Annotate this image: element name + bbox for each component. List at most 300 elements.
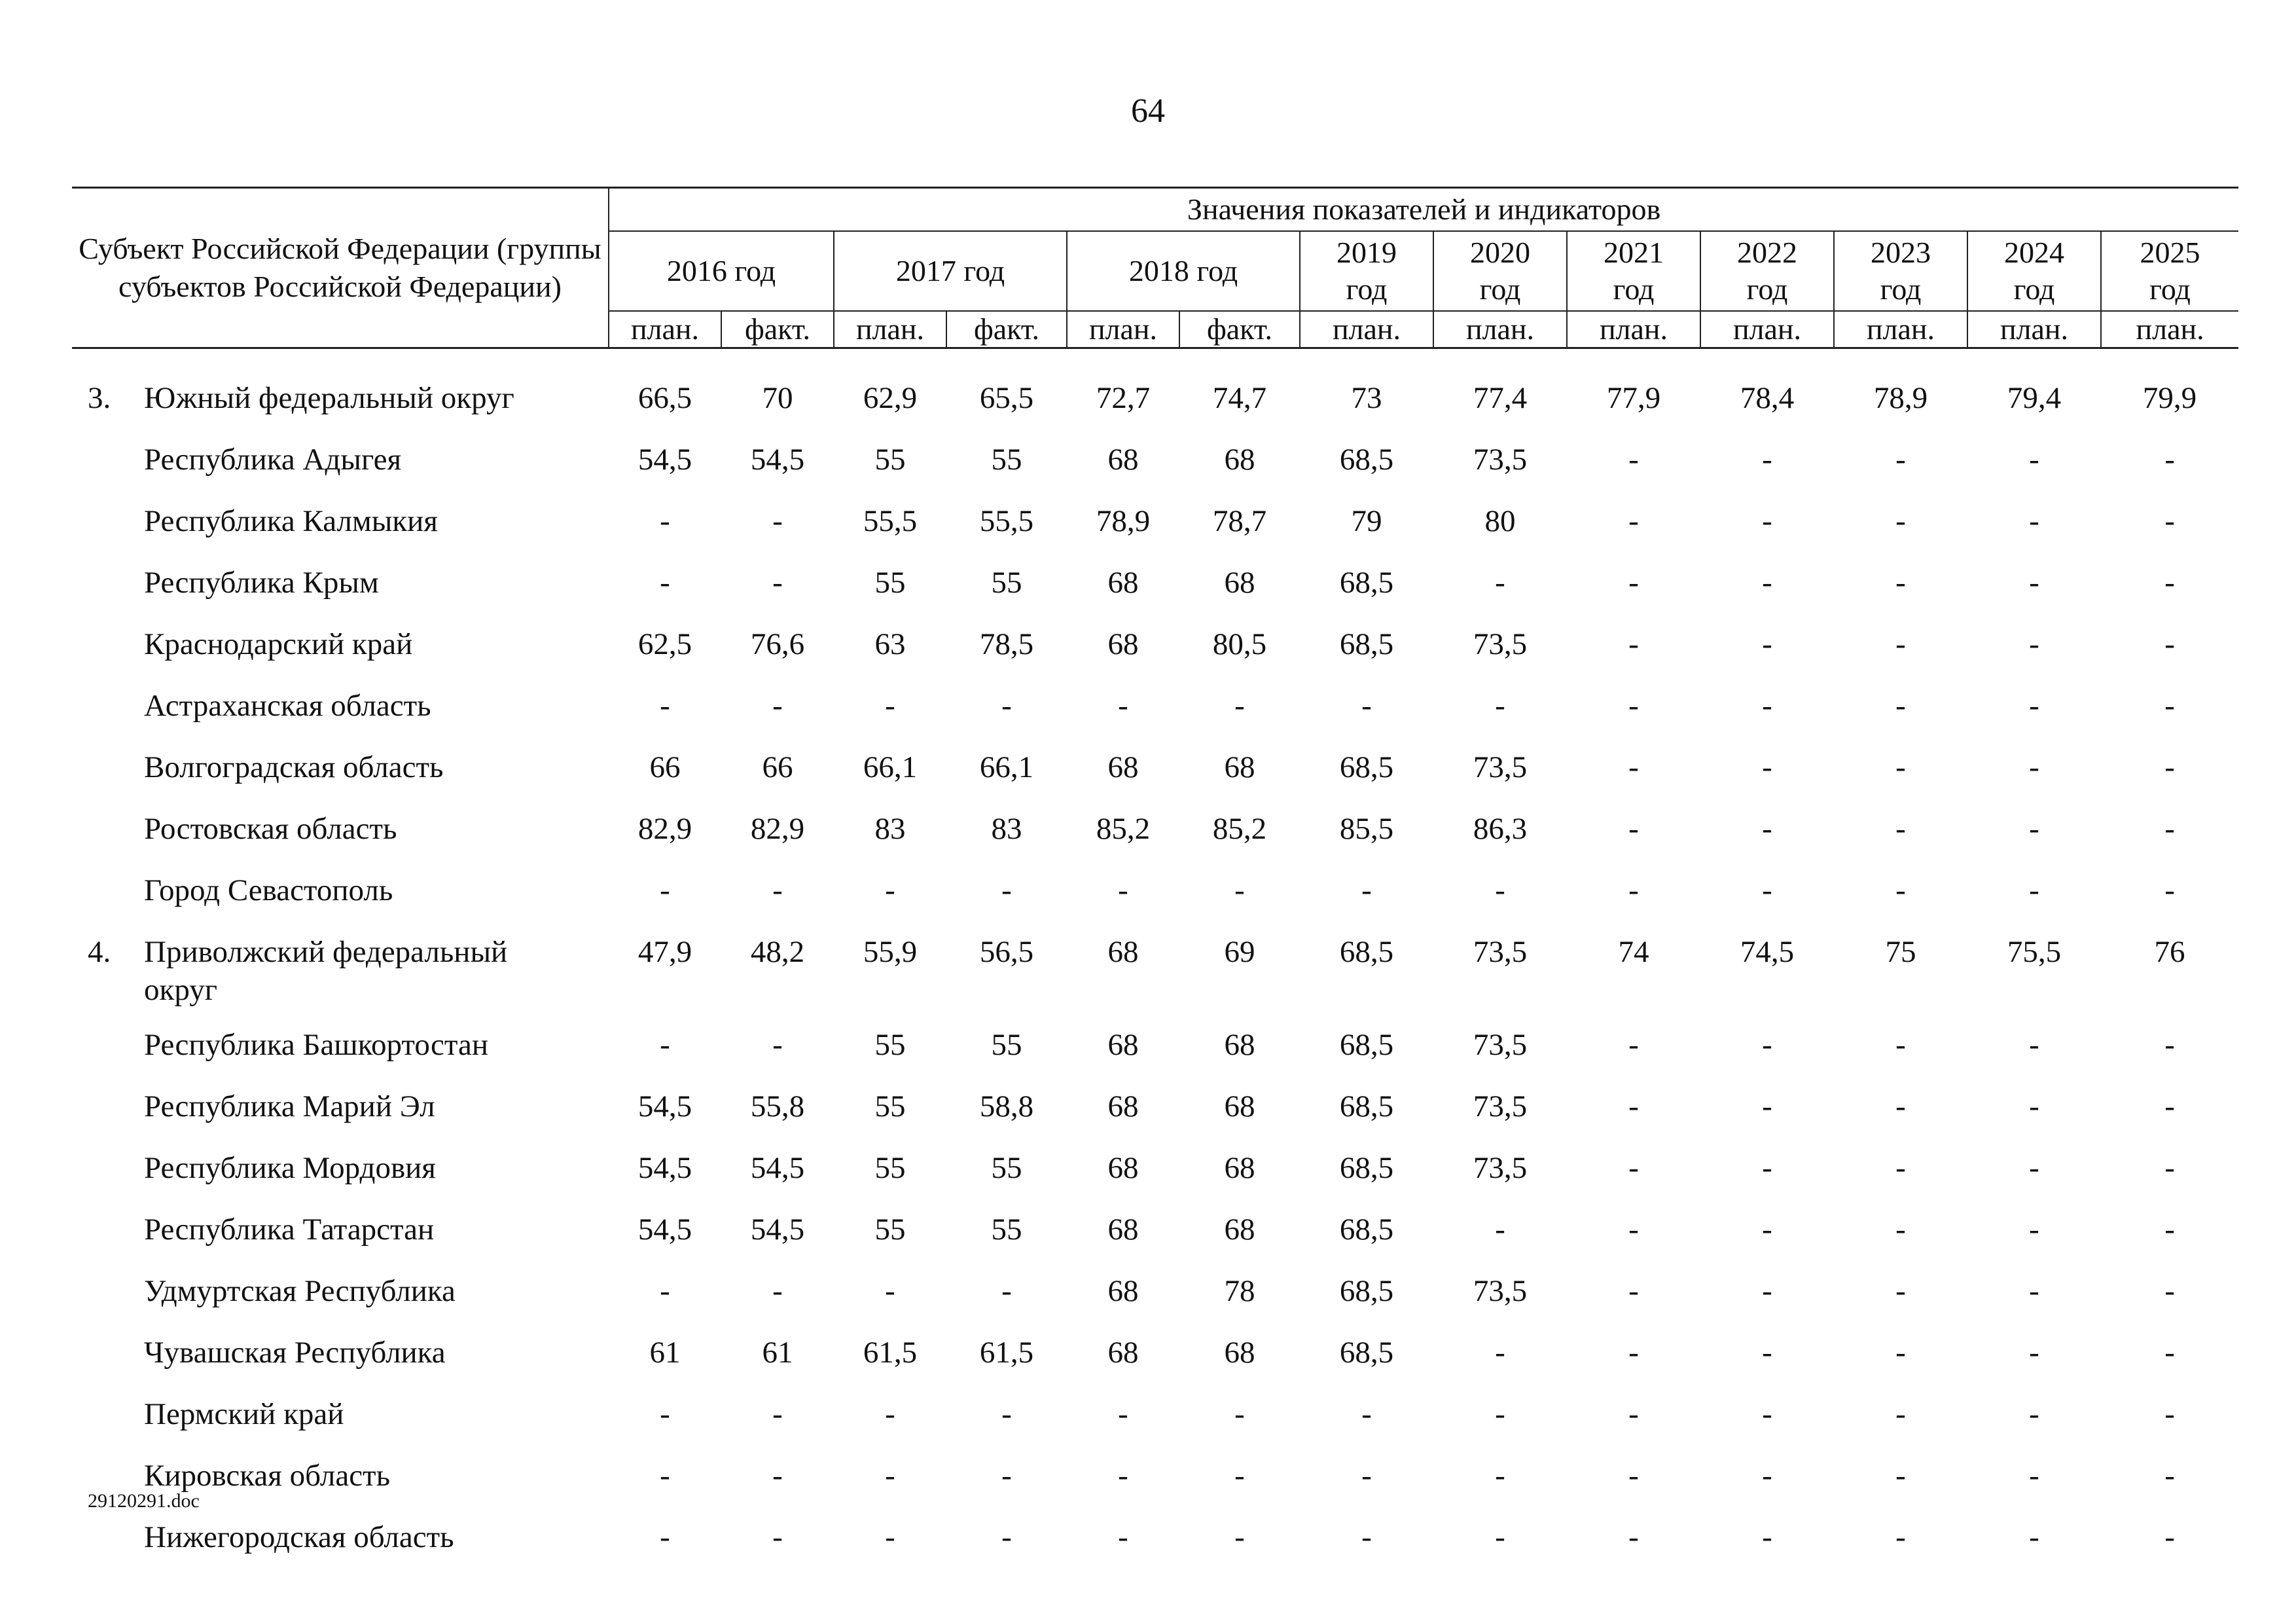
value-cell: 68,5 — [1339, 443, 1394, 477]
value-cell: - — [660, 1397, 670, 1431]
value-cell: - — [1762, 1459, 1772, 1493]
value-cell: - — [2164, 1397, 2175, 1431]
row-number — [72, 1141, 144, 1203]
value-cell: - — [1001, 1274, 1012, 1308]
value-cell: 76,6 — [750, 627, 805, 661]
value-cell: 85,5 — [1339, 812, 1394, 846]
subject-name: Нижегородская область — [144, 1520, 454, 1554]
value-cell: 55,9 — [863, 935, 918, 969]
value-cell: - — [1234, 1459, 1245, 1493]
row-number — [72, 1018, 144, 1080]
value-cell: - — [1895, 1089, 1906, 1123]
value-cell: 54,5 — [637, 1089, 692, 1123]
value-cell: 62,9 — [863, 381, 918, 415]
value-cell: 61 — [762, 1336, 793, 1370]
value-cell: 54,5 — [750, 1213, 805, 1247]
row-number — [72, 617, 144, 679]
value-cell: - — [885, 689, 895, 723]
value-cell: - — [1628, 1089, 1639, 1123]
value-cell: - — [1762, 812, 1772, 846]
value-cell: 68 — [1224, 1028, 1255, 1062]
fact-subheader: факт. — [946, 311, 1067, 348]
value-cell: - — [660, 1459, 670, 1493]
value-cell: - — [1361, 689, 1372, 723]
value-cell: - — [1361, 873, 1372, 907]
value-cell: - — [1495, 1459, 1505, 1493]
subject-name — [144, 925, 609, 1018]
value-cell: - — [2029, 1520, 2039, 1554]
value-cell: - — [2164, 566, 2175, 600]
value-cell: - — [772, 504, 783, 538]
year-header — [1834, 231, 1967, 311]
value-cell: 68,5 — [1339, 1336, 1394, 1370]
value-cell: - — [1762, 627, 1772, 661]
value-cell: - — [2164, 812, 2175, 846]
value-cell: 85,2 — [1096, 812, 1151, 846]
table-row — [72, 371, 2238, 433]
value-cell: 83 — [991, 812, 1022, 846]
subject-name: Пермский край — [144, 1397, 344, 1431]
value-cell: 68 — [1224, 566, 1255, 600]
value-cell: 78 — [1224, 1274, 1255, 1308]
value-cell: 73,5 — [1473, 750, 1528, 784]
value-cell: - — [1895, 1397, 1906, 1431]
value-cell: 85,2 — [1212, 812, 1267, 846]
value-cell: - — [2164, 1520, 2175, 1554]
value-cell: - — [1762, 1151, 1772, 1185]
subject-name: Волгоградская область — [144, 750, 444, 784]
value-cell: 58,8 — [979, 1089, 1034, 1123]
subject-name: Республика Крым — [144, 566, 379, 600]
year-header-suffix: год — [1346, 272, 1388, 306]
value-cell: - — [772, 1028, 783, 1062]
value-cell: - — [1628, 750, 1639, 784]
value-cell: - — [2164, 873, 2175, 907]
value-cell: - — [1895, 812, 1906, 846]
value-cell: 73,5 — [1473, 1089, 1528, 1123]
value-cell: 61,5 — [863, 1336, 918, 1370]
year-header-suffix: год — [2013, 272, 2055, 306]
value-cell: - — [2164, 504, 2175, 538]
value-cell: 66,5 — [637, 381, 692, 415]
table-row — [72, 1080, 2238, 1141]
value-cell: - — [2029, 689, 2039, 723]
subject-name-line: округ — [144, 973, 217, 1007]
table-row — [72, 1018, 2238, 1080]
value-cell: - — [1628, 1028, 1639, 1062]
value-cell: - — [2029, 627, 2039, 661]
plan-subheader: план. — [834, 311, 946, 348]
year-header — [1300, 231, 1433, 311]
value-cell: - — [1762, 443, 1772, 477]
value-cell: - — [1895, 873, 1906, 907]
indicators-table — [72, 187, 2238, 1572]
indicator-values-header: Значения показателей и индикаторов — [609, 188, 2238, 232]
value-cell: - — [660, 689, 670, 723]
document-file-code: 29120291.doc — [88, 1490, 200, 1512]
value-cell: - — [1118, 1397, 1128, 1431]
value-cell: 73,5 — [1473, 935, 1528, 969]
value-cell: 68 — [1107, 1336, 1139, 1370]
value-cell: 55 — [991, 1028, 1022, 1062]
value-cell: - — [1118, 1459, 1128, 1493]
plan-subheader: план. — [1700, 311, 1834, 348]
value-cell: - — [1895, 566, 1906, 600]
subject-name: Чувашская Республика — [144, 1336, 446, 1370]
plan-subheader: план. — [1834, 311, 1967, 348]
value-cell: - — [1895, 1274, 1906, 1308]
table-row — [72, 1264, 2238, 1326]
value-cell: - — [1628, 689, 1639, 723]
value-cell: - — [1495, 689, 1505, 723]
value-cell: 74 — [1618, 935, 1649, 969]
table-row — [72, 617, 2238, 679]
value-cell: - — [1628, 566, 1639, 600]
value-cell: - — [1762, 689, 1772, 723]
value-cell: 68 — [1107, 1213, 1139, 1247]
value-cell: - — [1118, 689, 1128, 723]
value-cell: - — [1762, 1336, 1772, 1370]
subject-name: Город Севастополь — [144, 873, 393, 907]
value-cell: - — [885, 1397, 895, 1431]
value-cell: 68 — [1107, 1028, 1139, 1062]
value-cell: 73,5 — [1473, 1151, 1528, 1185]
value-cell: 77,9 — [1606, 381, 1661, 415]
value-cell: - — [1628, 812, 1639, 846]
table-row — [72, 556, 2238, 617]
subject-name: Краснодарский край — [144, 627, 413, 661]
value-cell: - — [2164, 750, 2175, 784]
table-row — [72, 864, 2238, 925]
value-cell: - — [1762, 504, 1772, 538]
value-cell: 54,5 — [750, 1151, 805, 1185]
indicators-table-wrapper — [72, 187, 2238, 1572]
value-cell: - — [2029, 1459, 2039, 1493]
subject-name: Астраханская область — [144, 689, 431, 723]
value-cell: - — [1895, 689, 1906, 723]
value-cell: 55 — [991, 1213, 1022, 1247]
year-header-suffix: год — [2149, 272, 2191, 306]
plan-subheader: план. — [1300, 311, 1433, 348]
table-row — [72, 1326, 2238, 1387]
value-cell: 68,5 — [1339, 566, 1394, 600]
value-cell: - — [1762, 750, 1772, 784]
table-row — [72, 1510, 2238, 1572]
value-cell: - — [1001, 689, 1012, 723]
fact-subheader: факт. — [721, 311, 834, 348]
value-cell: 78,7 — [1212, 504, 1267, 538]
value-cell: 62,5 — [637, 627, 692, 661]
value-cell: 68 — [1107, 1151, 1139, 1185]
subject-name: Ростовская область — [144, 812, 397, 846]
value-cell: 78,9 — [1873, 381, 1928, 415]
value-cell: - — [2029, 566, 2039, 600]
value-cell: - — [660, 566, 670, 600]
value-cell: 54,5 — [637, 443, 692, 477]
value-cell: 73,5 — [1473, 443, 1528, 477]
value-cell: - — [1234, 873, 1245, 907]
value-cell: - — [772, 566, 783, 600]
value-cell: - — [2029, 1089, 2039, 1123]
table-row — [72, 1141, 2238, 1203]
value-cell: 74,7 — [1212, 381, 1267, 415]
value-cell: - — [2164, 627, 2175, 661]
value-cell: 79,4 — [2007, 381, 2062, 415]
row-number — [72, 740, 144, 802]
value-cell: 48,2 — [750, 935, 805, 969]
value-cell: 54,5 — [750, 443, 805, 477]
value-cell: 75 — [1885, 935, 1916, 969]
value-cell: - — [1495, 1520, 1505, 1554]
value-cell: 68,5 — [1339, 1089, 1394, 1123]
value-cell: 68 — [1107, 750, 1139, 784]
value-cell: - — [660, 873, 670, 907]
value-cell: - — [2164, 1151, 2175, 1185]
value-cell: 72,7 — [1096, 381, 1151, 415]
row-number — [72, 679, 144, 740]
table-row — [72, 925, 2238, 1018]
plan-subheader: план. — [609, 311, 721, 348]
value-cell: - — [2029, 443, 2039, 477]
value-cell: - — [772, 1520, 783, 1554]
value-cell: - — [1495, 873, 1505, 907]
value-cell: - — [885, 1274, 895, 1308]
value-cell: 55 — [991, 1151, 1022, 1185]
value-cell: - — [1118, 1520, 1128, 1554]
subject-name: Республика Адыгея — [144, 443, 402, 477]
row-number — [72, 556, 144, 617]
table-row — [72, 1203, 2238, 1264]
fact-subheader: факт. — [1179, 311, 1300, 348]
value-cell: 68 — [1107, 443, 1139, 477]
value-cell: - — [1495, 1213, 1505, 1247]
row-number — [72, 433, 144, 494]
value-cell: 55 — [991, 566, 1022, 600]
value-cell: - — [2029, 1336, 2039, 1370]
value-cell: 55,8 — [750, 1089, 805, 1123]
value-cell: - — [2029, 1213, 2039, 1247]
subject-name: Республика Татарстан — [144, 1213, 435, 1247]
value-cell: 55 — [874, 1213, 906, 1247]
year-header — [1700, 231, 1834, 311]
subject-name: Республика Мордовия — [144, 1151, 436, 1185]
value-cell: 55 — [874, 1151, 906, 1185]
value-cell: 80,5 — [1212, 627, 1267, 661]
row-number — [72, 1387, 144, 1449]
value-cell: - — [1361, 1520, 1372, 1554]
value-cell: 82,9 — [750, 812, 805, 846]
value-cell: - — [2164, 1274, 2175, 1308]
value-cell: 83 — [874, 812, 906, 846]
value-cell: - — [2029, 1028, 2039, 1062]
value-cell: 79,9 — [2142, 381, 2197, 415]
value-cell: 68 — [1224, 443, 1255, 477]
row-number — [72, 864, 144, 925]
row-number: 4. — [88, 935, 111, 969]
value-cell: - — [2029, 812, 2039, 846]
value-cell: - — [772, 1397, 783, 1431]
value-cell: - — [1762, 873, 1772, 907]
value-cell: 82,9 — [637, 812, 692, 846]
subject-name: Республика Башкортостан — [144, 1028, 488, 1062]
value-cell: 68 — [1224, 1213, 1255, 1247]
plan-subheader: план. — [1967, 311, 2101, 348]
value-cell: - — [1895, 1151, 1906, 1185]
value-cell: - — [772, 1459, 783, 1493]
year-header-number: 2021 — [1604, 236, 1664, 269]
value-cell: 80 — [1484, 504, 1516, 538]
year-header-number: 2023 — [1871, 236, 1931, 269]
table-header — [72, 188, 2238, 348]
value-cell: - — [1001, 873, 1012, 907]
value-cell: 86,3 — [1473, 812, 1528, 846]
value-cell: - — [1895, 443, 1906, 477]
value-cell: - — [1895, 1520, 1906, 1554]
value-cell: - — [1895, 750, 1906, 784]
value-cell: 73,5 — [1473, 1274, 1528, 1308]
table-row — [72, 1449, 2238, 1510]
value-cell: - — [1361, 1397, 1372, 1431]
value-cell: - — [1762, 1397, 1772, 1431]
row-number — [72, 1326, 144, 1387]
table-row — [72, 679, 2238, 740]
table-body — [72, 348, 2238, 1573]
value-cell: - — [1234, 1520, 1245, 1554]
value-cell: 66 — [649, 750, 681, 784]
value-cell: - — [1895, 504, 1906, 538]
value-cell: - — [2029, 750, 2039, 784]
value-cell: - — [2164, 1213, 2175, 1247]
value-cell: - — [1628, 443, 1639, 477]
value-cell: - — [1234, 1397, 1245, 1431]
year-header-number: 2024 — [2004, 236, 2064, 269]
value-cell: - — [1361, 1459, 1372, 1493]
subject-name: Республика Калмыкия — [144, 504, 438, 538]
value-cell: 70 — [762, 381, 793, 415]
plan-subheader: план. — [1567, 311, 1700, 348]
value-cell: - — [1895, 1336, 1906, 1370]
year-header-suffix: год — [1880, 272, 1922, 306]
value-cell: 68,5 — [1339, 1274, 1394, 1308]
value-cell: - — [660, 1028, 670, 1062]
value-cell: 68 — [1224, 1336, 1255, 1370]
page-number: 64 — [1131, 92, 1165, 130]
value-cell: - — [2029, 1274, 2039, 1308]
value-cell: - — [2029, 504, 2039, 538]
value-cell: - — [885, 1459, 895, 1493]
value-cell: 61 — [649, 1336, 681, 1370]
row-number — [72, 1264, 144, 1326]
value-cell: 68 — [1224, 1089, 1255, 1123]
value-cell: - — [2029, 873, 2039, 907]
value-cell: 63 — [874, 627, 906, 661]
value-cell: - — [1762, 1274, 1772, 1308]
value-cell: - — [772, 689, 783, 723]
subject-name: Республика Марий Эл — [144, 1089, 435, 1123]
year-header: 2017 год — [834, 231, 1067, 311]
value-cell: 55,5 — [863, 504, 918, 538]
value-cell: - — [885, 1520, 895, 1554]
value-cell: 68,5 — [1339, 627, 1394, 661]
value-cell: 79 — [1351, 504, 1382, 538]
value-cell: 74,5 — [1740, 935, 1795, 969]
value-cell: - — [2164, 1459, 2175, 1493]
value-cell: - — [1628, 1397, 1639, 1431]
value-cell: - — [2164, 1028, 2175, 1062]
value-cell: 68 — [1107, 1089, 1139, 1123]
value-cell: 56,5 — [979, 935, 1034, 969]
value-cell: 55 — [991, 443, 1022, 477]
year-header — [1567, 231, 1700, 311]
value-cell: - — [1628, 627, 1639, 661]
value-cell: 68 — [1224, 750, 1255, 784]
value-cell: 55 — [874, 1089, 906, 1123]
value-cell: 75,5 — [2007, 935, 2062, 969]
year-header: 2016 год — [609, 231, 834, 311]
value-cell: - — [1762, 1028, 1772, 1062]
value-cell: - — [1895, 1213, 1906, 1247]
value-cell: 76 — [2154, 935, 2185, 969]
value-cell: 55 — [874, 443, 906, 477]
year-header-suffix: год — [1746, 272, 1788, 306]
value-cell: 66,1 — [979, 750, 1034, 784]
value-cell: 68 — [1107, 935, 1139, 969]
value-cell: 54,5 — [637, 1213, 692, 1247]
plan-subheader: план. — [1067, 311, 1179, 348]
value-cell: - — [1628, 1459, 1639, 1493]
value-cell: 55 — [874, 566, 906, 600]
subject-name: Кировская область — [144, 1459, 391, 1493]
value-cell: 73,5 — [1473, 627, 1528, 661]
row-number — [72, 1203, 144, 1264]
value-cell: 68,5 — [1339, 935, 1394, 969]
value-cell: 68,5 — [1339, 1028, 1394, 1062]
value-cell: - — [1762, 566, 1772, 600]
value-cell: - — [1001, 1520, 1012, 1554]
value-cell: - — [1495, 566, 1505, 600]
value-cell: - — [1628, 873, 1639, 907]
table-row — [72, 433, 2238, 494]
value-cell: 68,5 — [1339, 750, 1394, 784]
row-number — [72, 1080, 144, 1141]
value-cell: - — [1001, 1459, 1012, 1493]
value-cell: 68 — [1224, 1151, 1255, 1185]
value-cell: - — [1628, 504, 1639, 538]
value-cell: - — [660, 1274, 670, 1308]
year-header: 2018 год — [1067, 231, 1300, 311]
row-number: 3. — [88, 381, 111, 415]
value-cell: 68,5 — [1339, 1151, 1394, 1185]
table-row — [72, 740, 2238, 802]
year-header-suffix: год — [1479, 272, 1521, 306]
value-cell: 68 — [1107, 627, 1139, 661]
subject-column-header: Субъект Российской Федерации (группы субъектов Российской Федерации) — [72, 188, 609, 348]
value-cell: - — [2029, 1397, 2039, 1431]
value-cell: - — [1762, 1089, 1772, 1123]
value-cell: 55 — [874, 1028, 906, 1062]
plan-subheader: план. — [2101, 311, 2238, 348]
value-cell: 77,4 — [1473, 381, 1528, 415]
value-cell: 68,5 — [1339, 1213, 1394, 1247]
value-cell: - — [1495, 1336, 1505, 1370]
table-row — [72, 494, 2238, 556]
value-cell: - — [1895, 1028, 1906, 1062]
value-cell: - — [1628, 1151, 1639, 1185]
subject-name: Южный федеральный округ — [144, 381, 514, 415]
value-cell: - — [2164, 1089, 2175, 1123]
value-cell: - — [1234, 689, 1245, 723]
value-cell: 66,1 — [863, 750, 918, 784]
